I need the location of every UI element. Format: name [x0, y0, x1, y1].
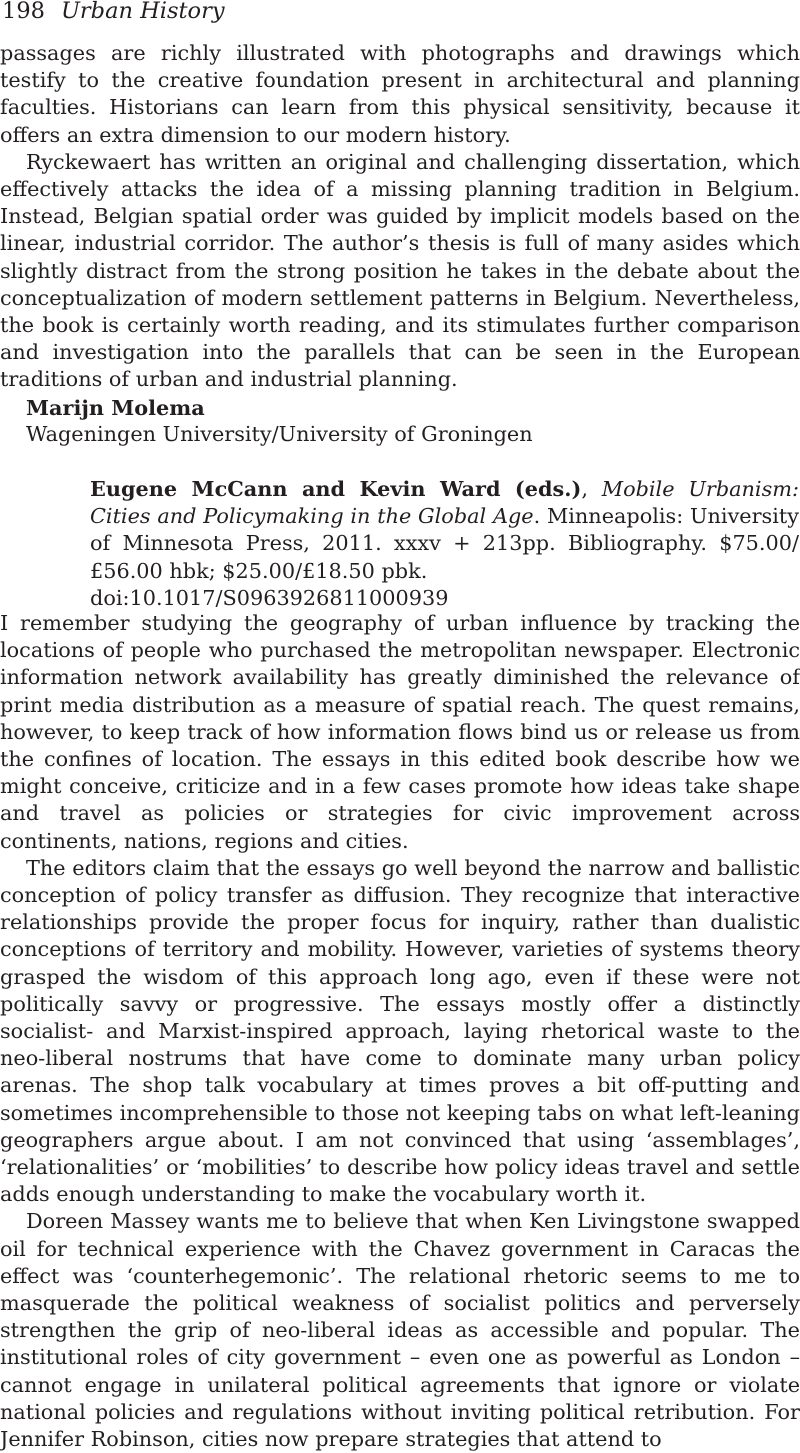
page-number: 198: [2, 0, 45, 24]
publication-details: . Minneapolis: University of Minnesota Press, 2011. xxxv + 213pp. Bibliography. $75.00/£56.00 hbk; $25.00/£18.50 pbk.: [90, 504, 799, 583]
running-head: [2, 0, 225, 25]
heading-separator: ,: [581, 477, 602, 501]
body-paragraph: passages are richly illustrated with photographs and drawings which testify to the creative foundation present in architectural and planning faculties. Historians can learn from this physical sensitivity, because it offers an extra dimension to our modern history.: [0, 41, 800, 147]
body-paragraph: I remember studying the geography of urban influence by tracking the locations of people who purchased the metropolitan newspaper. Electronic information network availability has greatly diminished the relevance of print media distribution as a measure of spatial reach. The quest remains, however, to keep track of how information flows bind us or release us from the confines of location. The essays in this edited book describe how we might conceive, criticize and in a few cases promote how ideas take shape and travel as policies or strategies for civic improvement across continents, nations, regions and cities.: [0, 611, 800, 853]
journal-title: Urban History: [60, 0, 225, 24]
book-title: Mobile Urbanism: Cities and Policymaking in the Global Age: [90, 477, 799, 529]
reviewer-name: Marijn Molema: [26, 394, 205, 420]
body-paragraph: Doreen Massey wants me to believe that when Ken Livingstone swapped oil for technical experience with the Chavez government in Caracas the effect was ‘counterhegemonic’. The relational rhetoric seems to me to masquerade the political weakness of socialist politics and perversely strengthen the grip of neo-liberal ideas as accessible and popular. The institutional roles of city government – even one as powerful as London – cannot engage in unilateral political agreements that ignore or violate national policies and regulations without inviting political retribution. For Jennifer Robinson, cities now prepare strategies that attend to: [0, 1209, 800, 1452]
reviewer-affiliation: Wageningen University/University of Groningen: [26, 421, 533, 446]
book-editors: Eugene McCann and Kevin Ward (eds.): [90, 476, 582, 501]
body-paragraph: The editors claim that the essays go well beyond the narrow and ballistic conception of policy transfer as diffusion. They recognize that interactive relationships provide the proper focus for inquiry, rather than dualistic conceptions of territory and mobility. However, varieties of systems theory grasped the wisdom of this approach long ago, even if these were not politically savvy or progressive. The essays mostly offer a distinctly socialist- and Marxist-inspired approach, laying rhetorical waste to the neo-liberal nostrums that have come to dominate many urban policy arenas. The shop talk vocabulary at times proves a bit off-putting and sometimes incomprehensible to those not keeping tabs on what left-leaning geographers argue about. I am not convinced that using ‘assemblages’, ‘relationalities’ or ‘mobilities’ to describe how policy ideas travel and settle adds enough understanding to make the vocabulary worth it.: [0, 855, 800, 1207]
body-paragraph: Ryckewaert has written an original and challenging dissertation, which effectively attacks the idea of a missing planning tradition in Belgium. Instead, Belgian spatial order was guided by implicit models based on the linear, industrial corridor. The author’s thesis is full of many asides which slightly distract from the strong position he takes in the debate about the conceptualization of modern settlement patterns in Belgium. Nevertheless, the book is certainly worth reading, and its stimulates further comparison and investigation into the parallels that can be seen in the European traditions of urban and industrial planning.: [0, 149, 800, 392]
book-review-body: [0, 610, 800, 1453]
previous-review-conclusion: [0, 40, 800, 448]
book-review-heading: [90, 475, 799, 612]
doi: doi:10.1017/S0963926811000939: [90, 585, 449, 610]
